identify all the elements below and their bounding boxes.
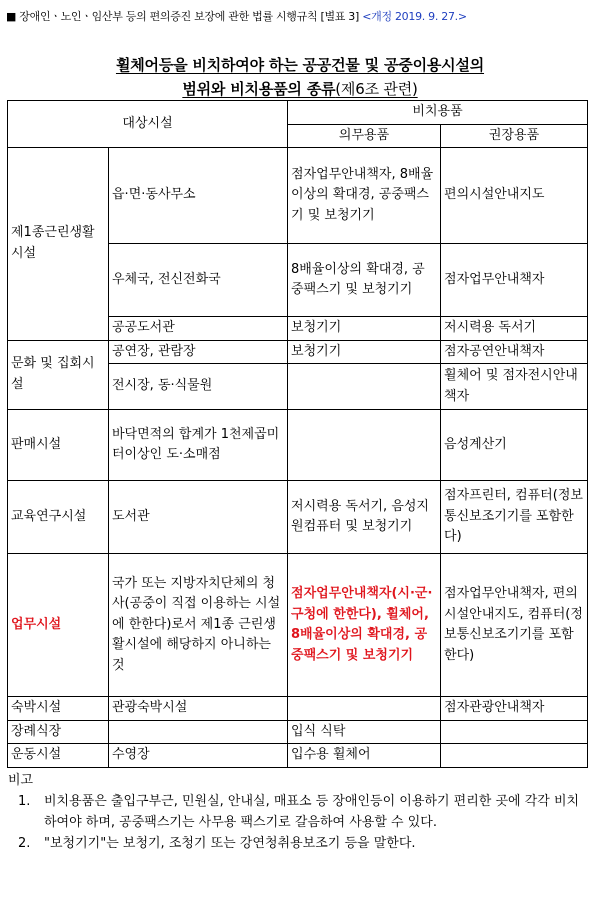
recommended-cell: 편의시설안내지도 <box>441 148 588 244</box>
mandatory-cell: 보청기기 <box>288 317 441 341</box>
table-row <box>8 481 588 554</box>
category-cell: 문화 및 집회시설 <box>8 340 109 410</box>
mandatory-cell: 점자업무안내책자, 8배율이상의 확대경, 공중팩스기 및 보청기기 <box>288 148 441 244</box>
category-cell: 교육연구시설 <box>8 481 109 554</box>
document-title-line1: 휠체어등을 비치하여야 하는 공공건물 및 공중이용시설의 <box>115 56 485 74</box>
facility-cell: 우체국, 전신전화국 <box>109 244 288 317</box>
facility-cell: 바닥면적의 합계가 1천제곱미터이상인 도·소매점 <box>109 410 288 481</box>
header-facility: 대상시설 <box>8 101 288 148</box>
recommended-cell <box>441 744 588 768</box>
facility-cell: 읍·면·동사무소 <box>109 148 288 244</box>
table-row <box>8 554 588 697</box>
category-cell: 판매시설 <box>8 410 109 481</box>
header-mandatory: 의무용품 <box>288 124 441 148</box>
category-cell: 장례식장 <box>8 720 109 744</box>
note-text: "보청기기"는 보청기, 조청기 또는 강연청취용보조기 등을 말한다. <box>44 836 416 851</box>
table-row <box>8 148 588 244</box>
category-cell: 제1종근린생활시설 <box>8 148 109 341</box>
header-law-reference: ■ 장애인ㆍ노인ㆍ임산부 등의 편의증진 보장에 관한 법률 시행규칙 [별표 3] <box>6 10 359 23</box>
category-cell: 숙박시설 <box>8 697 109 721</box>
header-revision-date: <개정 2019. 9. 27.> <box>362 10 467 23</box>
header-recommended: 권장용품 <box>441 124 588 148</box>
recommended-cell: 점자업무안내책자 <box>441 244 588 317</box>
mandatory-cell <box>288 697 441 721</box>
facility-cell: 공연장, 관람장 <box>109 340 288 364</box>
facility-cell: 관광숙박시설 <box>109 697 288 721</box>
note-text: 비치용품은 출입구부근, 민원실, 안내실, 매표소 등 장애인등이 이용하기 편리한 곳에 각각 비치하여야 하며, 공중팩스기는 사무용 팩스기로 갈음하여 사용할 수 있다. <box>44 794 580 830</box>
mandatory-cell: 입식 식탁 <box>288 720 441 744</box>
recommended-cell: 휠체어 및 점자전시안내책자 <box>441 364 588 410</box>
header-supplies: 비치용품 <box>288 101 588 125</box>
category-cell: 업무시설 <box>8 554 109 697</box>
facility-cell: 공공도서관 <box>109 317 288 341</box>
mandatory-cell: 점자업무안내책자(시·군·구청에 한한다), 휠체어, 8배율이상의 확대경, 공중팩스기 및 보청기기 <box>288 554 441 697</box>
facility-cell: 전시장, 동·식물원 <box>109 364 288 410</box>
facility-cell: 도서관 <box>109 481 288 554</box>
supplies-table <box>7 100 588 768</box>
table-row <box>8 720 588 744</box>
note-number: 2. <box>18 836 31 851</box>
table-row <box>8 410 588 481</box>
facility-cell <box>109 720 288 744</box>
facility-cell: 국가 또는 지방자치단체의 청사(공중이 직접 이용하는 시설에 한한다)로서 제1종 근린생활시설에 해당하지 아니하는 것 <box>109 554 288 697</box>
notes-title: 비고 <box>8 773 34 788</box>
document-header <box>6 8 467 24</box>
facility-cell: 수영장 <box>109 744 288 768</box>
recommended-cell: 점자공연안내책자 <box>441 340 588 364</box>
table-header-row <box>8 101 588 125</box>
notes-section <box>8 770 588 854</box>
recommended-cell: 점자관광안내책자 <box>441 697 588 721</box>
table-row <box>8 744 588 768</box>
document-title-line2: 범위와 비치용품의 종류(제6조 관련) <box>182 80 418 98</box>
note-number: 1. <box>18 794 31 809</box>
mandatory-cell <box>288 410 441 481</box>
table-row <box>8 697 588 721</box>
mandatory-cell: 8배율이상의 확대경, 공중팩스기 및 보청기기 <box>288 244 441 317</box>
recommended-cell: 점자프린터, 컴퓨터(정보통신보조기기를 포함한다) <box>441 481 588 554</box>
recommended-cell: 저시력용 독서기 <box>441 317 588 341</box>
mandatory-cell <box>288 364 441 410</box>
category-cell: 운동시설 <box>8 744 109 768</box>
recommended-cell <box>441 720 588 744</box>
table-row <box>8 340 588 364</box>
recommended-cell: 음성계산기 <box>441 410 588 481</box>
mandatory-cell: 보청기기 <box>288 340 441 364</box>
mandatory-cell: 입수용 휠체어 <box>288 744 441 768</box>
recommended-cell: 점자업무안내책자, 편의시설안내지도, 컴퓨터(정보통신보조기기를 포함한다) <box>441 554 588 697</box>
note-item <box>8 833 588 854</box>
note-item <box>8 791 588 833</box>
mandatory-cell: 저시력용 독서기, 음성지원컴퓨터 및 보청기기 <box>288 481 441 554</box>
